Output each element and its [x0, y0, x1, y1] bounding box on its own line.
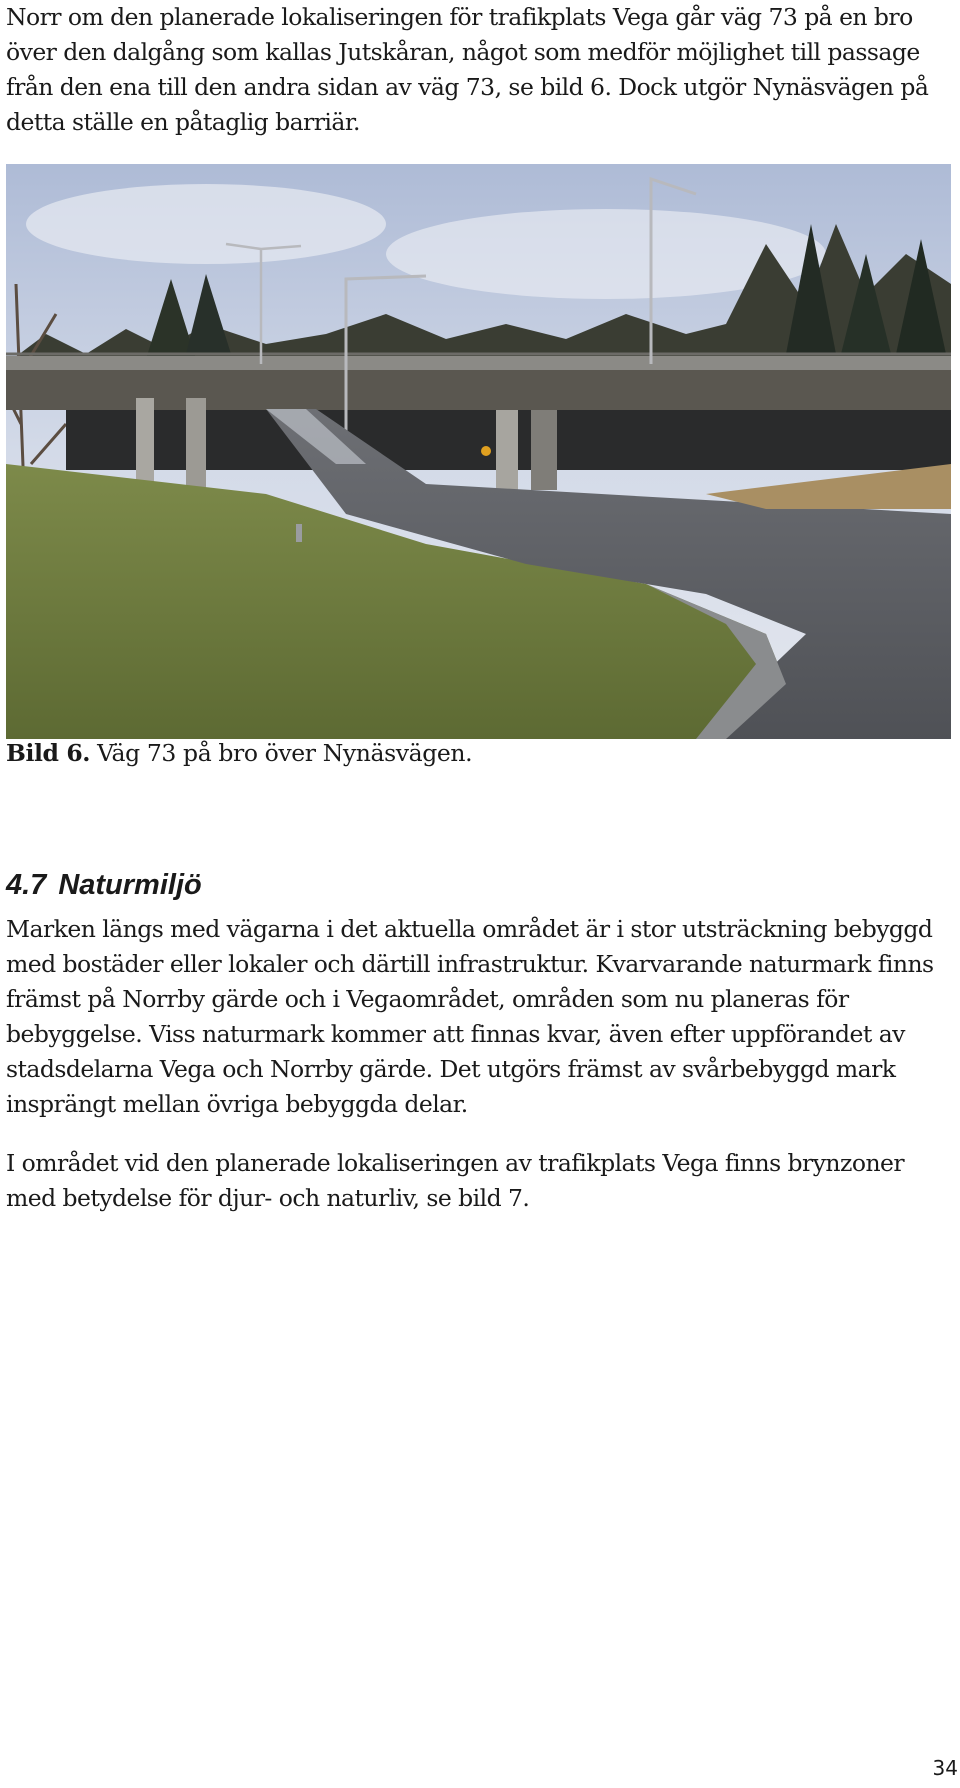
figure-label: Bild 6. [6, 739, 91, 767]
section-heading [6, 868, 202, 902]
section-number: 4.7 [6, 869, 47, 901]
nature-paragraph-1: Marken längs med vägarna i det aktuella området är i stor utsträckning bebyggd med bostäder eller lokaler och därtill infrastruktur. Kvarvarande naturmark finns främst på Norrby gärde och i Vegaområdet, områden som nu planeras för bebyggelse. Viss naturmark kommer att finnas kvar, även efter uppförandet av stadsdelarna Vega och Norrby gärde. Det utgörs främst av svårbebyggd mark insprängt mellan övriga bebyggda delar. [6, 915, 934, 1118]
figure-caption-text: Väg 73 på bro över Nynäsvägen. [90, 739, 473, 767]
page-number: 34 [932, 1756, 958, 1780]
intro-paragraph: Norr om den planerade lokaliseringen för trafikplats Vega går väg 73 på en bro över den dalgång som kallas Jutskåran, något som medför möjlighet till passage från den ena till den andra sidan av väg 73, se bild 6. Dock utgör Nynäsvägen på detta ställe en påtaglig barriär. [6, 3, 929, 136]
bridge-photo [6, 164, 951, 739]
section-title: Naturmiljö [58, 869, 202, 901]
nature-paragraph-2: I området vid den planerade lokaliseringen av trafikplats Vega finns brynzoner med betydelse för djur- och naturliv, se bild 7. [6, 1149, 905, 1212]
figure-caption [6, 736, 472, 771]
